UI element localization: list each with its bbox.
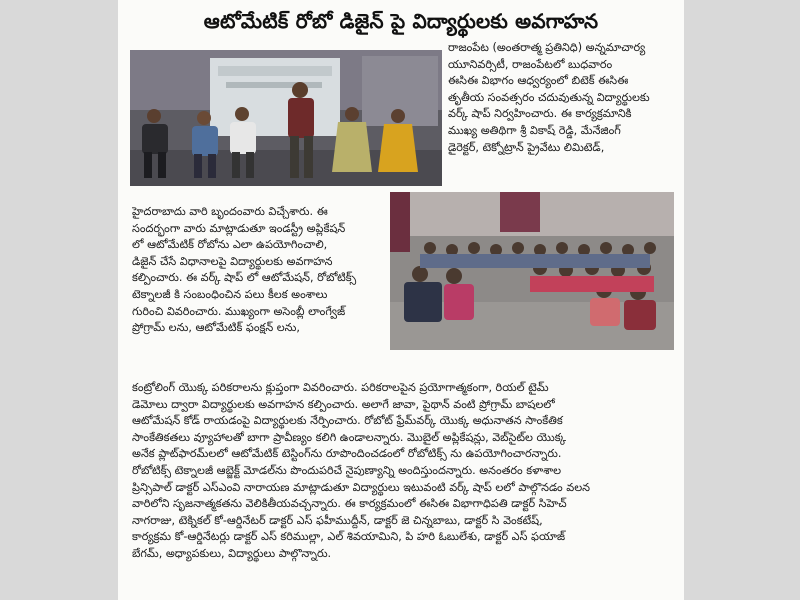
audience-photo-illustration [390, 192, 674, 350]
text-line: వారిలోని సృజనాత్మకతను వెలికితీయవచ్చన్నారు. ఈ కార్యక్రమంలో ఈసిఈ విభాగాధిపతి డాక్టర్ సిహెచ్ [132, 497, 567, 511]
text-line: కంట్రోలింగ్ యొక్క పరికరాలను క్లుప్తంగా వివరించారు. పరికరాలపైన ప్రయోగాత్మకంగా, రియల్ టైమ్ [132, 381, 549, 394]
text-line: కల్పించారు. ఈ వర్క్ షాప్ లో ఆటోమేషన్, రోబోటిక్స్ [132, 271, 357, 285]
text-line: వర్క్ షాప్ నిర్వహించారు. ఈ కార్యక్రమానికి [448, 107, 632, 121]
text-line: బేగమ్, అధ్యాపకులు, విద్యార్థులు పాల్గొన్నారు. [132, 546, 332, 560]
text-line: లో ఆటోమేటిక్ రోబోను ఎలా ఉపయోగించాలి, [132, 238, 328, 252]
text-line: కార్యక్రమ కో-ఆర్డినేటర్లు డాక్టర్ ఎస్ కరిముల్లా, ఎల్ శివయామిని, పి హరి ఓబులేశు, డాక్టర్ ఎస్ ఫయాజ్ [132, 530, 566, 544]
article-intro-column [448, 40, 676, 190]
newspaper-clipping [118, 0, 684, 600]
article-middle-column [132, 204, 384, 380]
text-line: హైదరాబాదు వారి బృందంవారు విచ్చేశారు. ఈ [132, 205, 328, 218]
text-line: తృతీయ సంవత్సరం చదువుతున్న విద్యార్థులకు [448, 90, 650, 104]
audience-photo [390, 192, 674, 350]
text-line: డైరెక్టర్, టెక్నోట్రాన్ ప్రైవేటు లిమిటెడ్, [448, 140, 605, 154]
text-line: రోబోటిక్స్ టెక్నాలజీ ఆబ్జెక్ట్ మోడల్‌ను పొందుపరిచే నైపుణ్యాన్ని అందిస్తుందన్నారు. అనంతరం కళాశాల [132, 463, 562, 477]
stage-photo-illustration [130, 50, 442, 186]
article-body-full-width [132, 380, 676, 596]
text-line: ముఖ్య అతిథిగా శ్రీ వికాష్ రెడ్డి, మేనేజింగ్ [448, 123, 621, 137]
text-line: రాజంపేట (అంతరాత్మ ప్రతినిధి) అన్నమాచార్య [448, 41, 646, 54]
headline: ఆటోమేటిక్ రోబో డిజైన్ పై విద్యార్థులకు అవగాహన [203, 9, 599, 33]
text-line: నాగరాజు, టెక్నికల్ కో-ఆర్డినేటర్ డాక్టర్ ఎస్ ఫహీముద్దీన్, డాక్టర్ జె చిన్నబాబు, డాక్టర్ సి వెంకటేష్, [132, 513, 543, 527]
text-line: యూనివర్సిటీ, రాజంపేటలో బుధవారం [448, 57, 613, 71]
text-line: సాంకేతికతలు వ్యూహాలతో బాగా ప్రావీణ్యం కలిగి ఉండాలన్నారు. మొబైల్ అప్లికేషన్లు, వెబ్‌సైట్‌ల యొక్క [132, 430, 567, 444]
text-line: టెక్నాలజీ కి సంబంధించిన పలు కీలక అంశాలు [132, 287, 328, 301]
text-line: అనేక ప్లాట్‌ఫారమ్‌లలో ఆటోమేటిక్ టెస్టింగ్‌ను రూపొందించడంలో రోబోటిక్స్ ను ఉపయోగించారన్నారు. [132, 447, 562, 461]
text-line: డిజైన్ చేసే విధానాలపై విద్యార్థులకు అవగాహన [132, 254, 333, 268]
text-line: ప్రిన్సిపాల్ డాక్టర్ ఎస్ఎంవి నారాయణ మాట్లాడుతూ విద్యార్థులు ఇటువంటి వర్క్ షాప్ లలో పాల్గొనడం వలన [132, 480, 591, 494]
text-line: ఈసిఈ విభాగం ఆధ్వర్యంలో బిటెక్ ఈసిఈ [448, 74, 629, 88]
text-line: గురించి వివరించారు. ముఖ్యంగా అసెంబ్లీ లాంగ్వేజ్ [132, 304, 346, 318]
text-line: ఆటోమేషన్ కోడ్ రాయడంపై విద్యార్థులకు నేర్పించారు. రోబోట్ ఫ్రేమ్‌వర్క్ యొక్క అధునాతన సాంకేతిక [132, 414, 563, 428]
text-line: సందర్భంగా వారు మాట్లాడుతూ ఇండస్ట్రీ అప్లికేషన్ [132, 221, 346, 235]
text-line: ప్రోగ్రామ్ లను, ఆటోమేటిక్ ఫంక్షన్ లను, [132, 321, 300, 335]
stage-group-photo [130, 50, 442, 186]
text-line: డెమోలు ద్వారా విద్యార్థులకు అవగాహన కల్పించారు. అలాగే జావా, పైథాన్ వంటి ప్రోగ్రామ్ బాషలలో [132, 397, 555, 411]
